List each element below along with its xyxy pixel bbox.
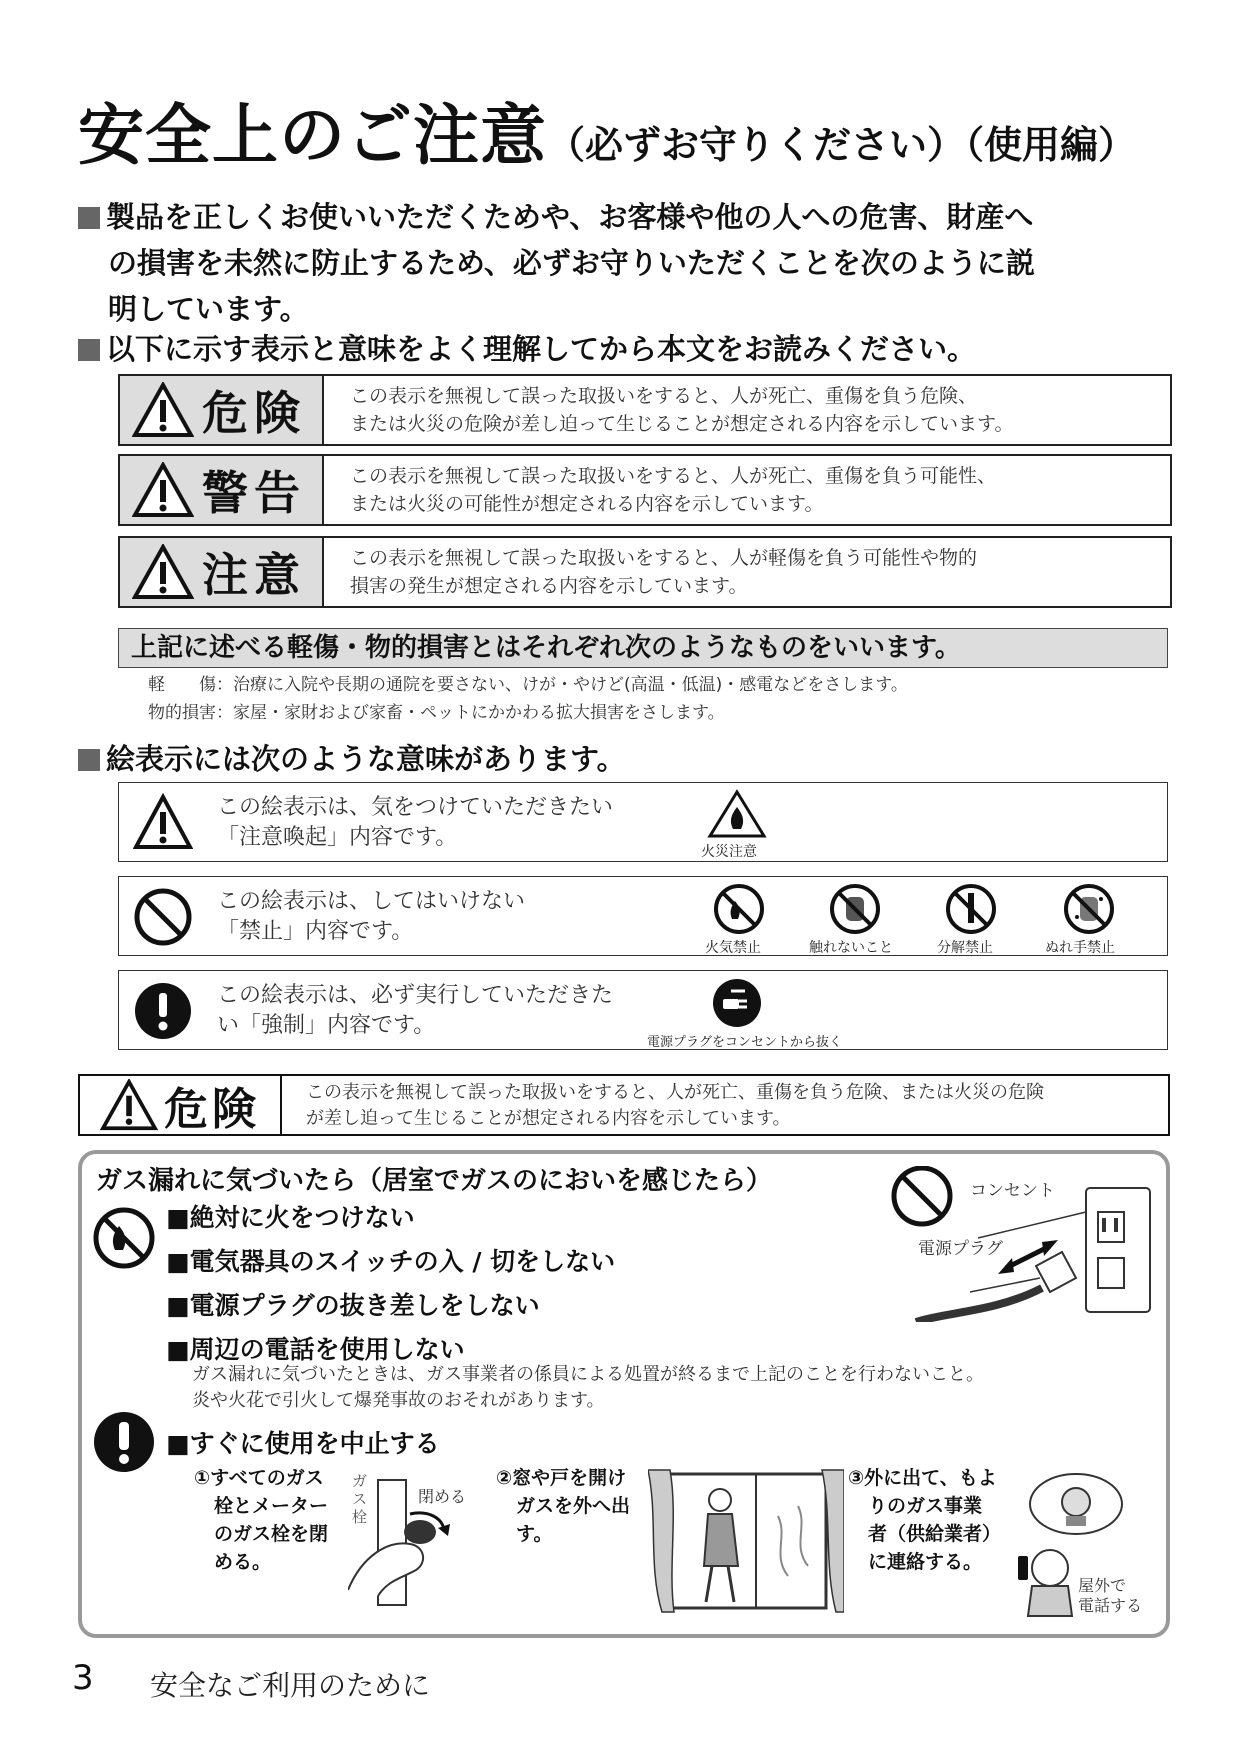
signal-warning-label: 警告 <box>202 466 306 520</box>
no-touch-caption: 触れないこと <box>809 940 893 956</box>
intro-paragraph <box>78 194 1178 332</box>
pictogram-text-line: 「注意喚起」内容です。 <box>217 825 458 850</box>
signal-danger-label: 危険 <box>202 386 306 440</box>
pictogram-mandatory-text <box>217 981 613 1041</box>
fire-caution-caption: 火災注意 <box>701 844 757 860</box>
warning-triangle-icon <box>100 1079 158 1131</box>
danger-banner-label-text: 危険 <box>164 1084 260 1135</box>
gas-leak-item: ■絶対に火をつけない <box>166 1203 415 1232</box>
intro-instruction-text: 以下に示す表示と意味をよく理解してから本文をお読みください。 <box>106 332 977 366</box>
danger-banner-label <box>80 1076 282 1134</box>
definition-property-damage: 物的損害：家屋・家財および家畜・ペットにかかわる拡大損害をさします。 <box>148 703 725 723</box>
pictogram-caution-text <box>217 793 613 853</box>
danger-banner-desc-line: が差し迫って生じることが想定される内容を示しています。 <box>306 1108 791 1129</box>
warning-triangle-icon <box>132 544 194 600</box>
gas-leak-note-line: 炎や火花で引火して爆発事故のおそれがあります。 <box>192 1390 605 1411</box>
pictogram-prohibit-text <box>217 887 525 947</box>
pictogram-text-line: い「強制」内容です。 <box>217 1013 436 1038</box>
outlet-label: コンセント <box>970 1181 1055 1201</box>
intro-line-1: 製品を正しくお使いいただくためや、お客様や他の人への危害、財産へ <box>106 200 1034 234</box>
gas-leak-item: ■電気器具のスイッチの入 / 切をしない <box>166 1247 616 1276</box>
gas-valve-label: ガス栓 <box>352 1472 368 1526</box>
no-wet-hands-caption: ぬれ手禁止 <box>1045 940 1115 956</box>
gas-leak-item: ■電源プラグの抜き差しをしない <box>166 1291 540 1320</box>
pictogram-text-line: この絵表示は、必ず実行していただきた <box>217 983 614 1008</box>
signal-desc-line: または火災の可能性が想定される内容を示しています。 <box>350 493 824 515</box>
open-window-illustration <box>648 1466 844 1616</box>
pictogram-heading-text: 絵表示には次のような意味があります。 <box>106 742 626 776</box>
signal-desc-line: この表示を無視して誤った取扱いをすると、人が軽傷を負う可能性や物的 <box>350 547 978 569</box>
pictogram-mandatory-box <box>118 970 1168 1050</box>
signal-warning-box <box>118 454 1172 526</box>
title-sub: （必ずお守りください）（使用編） <box>547 123 1137 167</box>
step-line: 栓とメーター <box>214 1495 329 1517</box>
pictogram-text-line: 「禁止」内容です。 <box>217 919 414 944</box>
step-line: ②窓や戸を開け <box>496 1467 627 1489</box>
signal-desc-line: この表示を無視して誤った取扱いをすると、人が死亡、重傷を負う可能性、 <box>350 465 997 487</box>
close-label: 閉める <box>418 1487 467 1506</box>
pictogram-heading <box>78 736 626 782</box>
mandatory-action-icon <box>133 981 193 1041</box>
step-line: りのガス事業 <box>868 1495 983 1517</box>
step-line: す。 <box>516 1523 553 1545</box>
caution-triangle-icon <box>133 793 193 853</box>
page-title <box>78 82 1136 177</box>
pictogram-caution-box <box>118 782 1168 862</box>
title-main: 安全上のご注意 <box>78 97 547 174</box>
signal-caution-label: 注意 <box>202 548 306 602</box>
unplug-icon <box>711 977 763 1029</box>
no-fire-caption: 火気禁止 <box>705 940 761 956</box>
step-line: める。 <box>214 1551 272 1573</box>
no-wet-hands-icon <box>1063 883 1115 935</box>
no-disassembly-icon <box>945 883 997 935</box>
warning-triangle-icon <box>132 462 194 518</box>
danger-banner-desc <box>282 1076 1168 1134</box>
bullet-square-icon <box>78 207 100 229</box>
no-fire-icon <box>713 883 765 935</box>
signal-label <box>120 456 324 524</box>
signal-desc-line: この表示を無視して誤った取扱いをすると、人が死亡、重傷を負う危険、 <box>350 385 978 407</box>
pictogram-text-line: この絵表示は、気をつけていただきたい <box>217 795 614 820</box>
prohibition-circle-icon <box>133 887 193 947</box>
unplug-caption: 電源プラグをコンセントから抜く <box>647 1035 843 1050</box>
intro-instruction <box>78 326 976 372</box>
intro-line-3: 明しています。 <box>108 292 309 326</box>
step-line: に連絡する。 <box>868 1551 983 1573</box>
intro-line-2: の損害を未然に防止するため、必ずお守りいただくことを次のように説 <box>108 246 1035 280</box>
outside-call-line: 屋外で <box>1078 1576 1127 1595</box>
mandatory-action-icon <box>92 1410 156 1474</box>
gas-leak-note <box>192 1362 984 1414</box>
step-open-window <box>496 1464 630 1548</box>
pictogram-prohibit-box <box>118 876 1168 956</box>
fire-caution-icon <box>707 789 767 839</box>
section-name: 安全なご利用のために <box>150 1669 431 1702</box>
signal-desc-line: または火災の危険が差し迫って生じることが想定される内容を示しています。 <box>350 413 1014 435</box>
step-line: ③外に出て、もよ <box>848 1467 997 1489</box>
signal-label <box>120 376 324 444</box>
gas-leak-note-line: ガス漏れに気づいたときは、ガス事業者の係員による処置が終るまで上記のことを行わないこと。 <box>192 1364 984 1385</box>
danger-banner-desc-line: この表示を無視して誤った取扱いをすると、人が死亡、重傷を負う危険、または火災の危険 <box>306 1082 1044 1103</box>
no-fire-icon <box>92 1206 156 1270</box>
outside-call-label <box>1078 1576 1142 1616</box>
signal-desc-line: 損害の発生が想定される内容を示しています。 <box>350 575 748 597</box>
step-line: 者（供給業者） <box>868 1523 1002 1545</box>
signal-danger-box <box>118 374 1172 446</box>
step-line: のガス栓を閉 <box>214 1523 329 1545</box>
signal-desc <box>324 538 1170 606</box>
definitions-header: 上記に述べる軽傷・物的損害とはそれぞれ次のようなものをいいます。 <box>118 628 1168 668</box>
no-touch-icon <box>829 883 881 935</box>
step-line: ①すべてのガス <box>194 1467 324 1489</box>
signal-label <box>120 538 324 606</box>
bullet-square-icon <box>78 339 100 361</box>
step-call-supplier <box>848 1464 1001 1576</box>
gas-leak-item: ■周辺の電話を使用しない <box>166 1335 465 1364</box>
definition-light-injury: 軽 傷：治療に入院や長期の通院を要さない、けが・やけど(高温・低温)・感電などをさします。 <box>148 675 908 695</box>
signal-desc <box>324 376 1170 444</box>
plug-label: 電源プラグ <box>918 1239 1003 1259</box>
outside-call-line: 電話する <box>1078 1596 1143 1615</box>
signal-desc <box>324 456 1170 524</box>
pictogram-text-line: この絵表示は、してはいけない <box>217 889 526 914</box>
gas-leak-heading: ガス漏れに気づいたら（居室でガスのにおいを感じたら） <box>96 1166 773 1196</box>
no-disassembly-caption: 分解禁止 <box>937 940 993 956</box>
warning-triangle-icon <box>132 382 194 438</box>
step-line: ガスを外へ出 <box>516 1495 631 1517</box>
step-close-valve <box>194 1464 328 1576</box>
page-number: 3 <box>72 1658 94 1698</box>
bullet-square-icon <box>78 749 100 771</box>
signal-caution-box <box>118 536 1172 608</box>
stop-use-instruction: ■すぐに使用を中止する <box>166 1429 440 1458</box>
danger-banner <box>78 1074 1170 1136</box>
